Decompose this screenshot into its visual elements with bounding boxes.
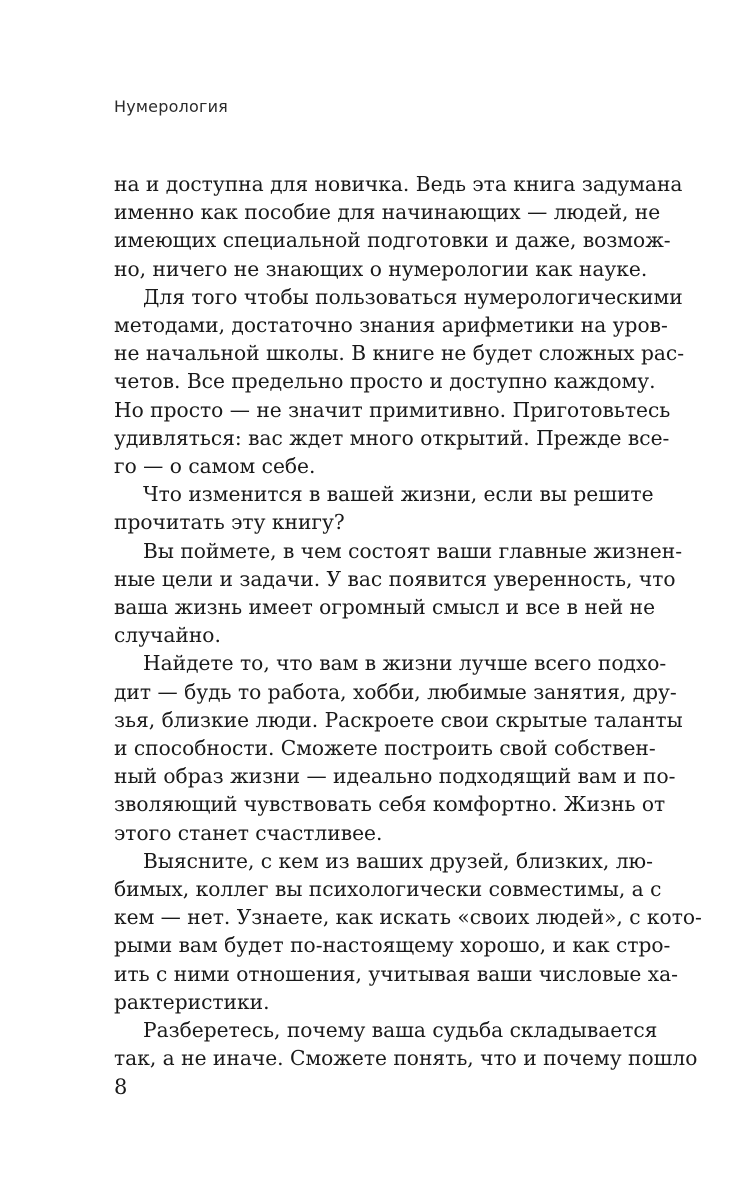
text-line: Выясните, с кем из ваших друзей, близких, лю- (143, 848, 653, 873)
text-line: ить с ними отношения, учитывая ваши числовые ха- (114, 961, 678, 986)
body-text (114, 170, 702, 1073)
text-line: и способности. Сможете построить свой собствен- (114, 736, 656, 761)
text-line: рыми вам будет по-настоящему хорошо, и как стро- (114, 933, 671, 958)
text-line: прочитать эту книгу? (114, 510, 345, 535)
text-line: ваша жизнь имеет огромный смысл и все в ней не (114, 595, 656, 620)
text-line: так, а не иначе. Сможете понять, что и почему пошло (114, 1046, 698, 1071)
text-line: имеющих специальной подготовки и даже, возмож- (114, 228, 671, 253)
text-line: рактеристики. (114, 989, 270, 1014)
text-line: на и доступна для новичка. Ведь эта книга задумана (114, 172, 683, 196)
text-line: Но просто — не значит примитивно. Приготовьтесь (114, 397, 671, 422)
text-line: кем — нет. Узнаете, как искать «своих людей», с кото- (114, 905, 702, 930)
text-line: Что изменится в вашей жизни, если вы решите (143, 482, 654, 507)
text-line: удивляться: вас ждет много открытий. Прежде все- (114, 425, 670, 450)
running-head: Нумерология (114, 97, 229, 116)
text-line: этого станет счастливее. (114, 820, 383, 845)
text-line: ный образ жизни — идеально подходящий вам и по- (114, 764, 676, 789)
text-line: методами, достаточно знания арифметики на уров- (114, 313, 668, 338)
text-line: зволяющий чувствовать себя комфортно. Жизнь от (114, 792, 666, 817)
page-number: 8 (114, 1075, 128, 1099)
text-line: Разберетесь, почему ваша судьба складывается (143, 1018, 658, 1043)
text-line: бимых, коллег вы психологически совместимы, а с (114, 877, 662, 902)
text-line: именно как пособие для начинающих — людей, не (114, 200, 661, 225)
text-line: го — о самом себе. (114, 454, 316, 479)
text-line: дит — будь то работа, хобби, любимые занятия, дру- (114, 679, 677, 704)
text-line: случайно. (114, 623, 221, 648)
text-line: ные цели и задачи. У вас появится уверенность, что (114, 566, 676, 591)
text-line: Найдете то, что вам в жизни лучше всего подхо- (143, 651, 667, 676)
text-line: не начальной школы. В книге не будет сложных рас- (114, 341, 685, 366)
text-line: но, ничего не знающих о нумерологии как науке. (114, 256, 648, 281)
text-line: зья, близкие люди. Раскроете свои скрытые таланты (114, 707, 683, 732)
text-line: четов. Все предельно просто и доступно каждому. (114, 369, 656, 394)
text-line: Для того чтобы пользоваться нумерологическими (143, 284, 683, 309)
text-line: Вы поймете, в чем состоят ваши главные жизнен- (143, 538, 683, 563)
